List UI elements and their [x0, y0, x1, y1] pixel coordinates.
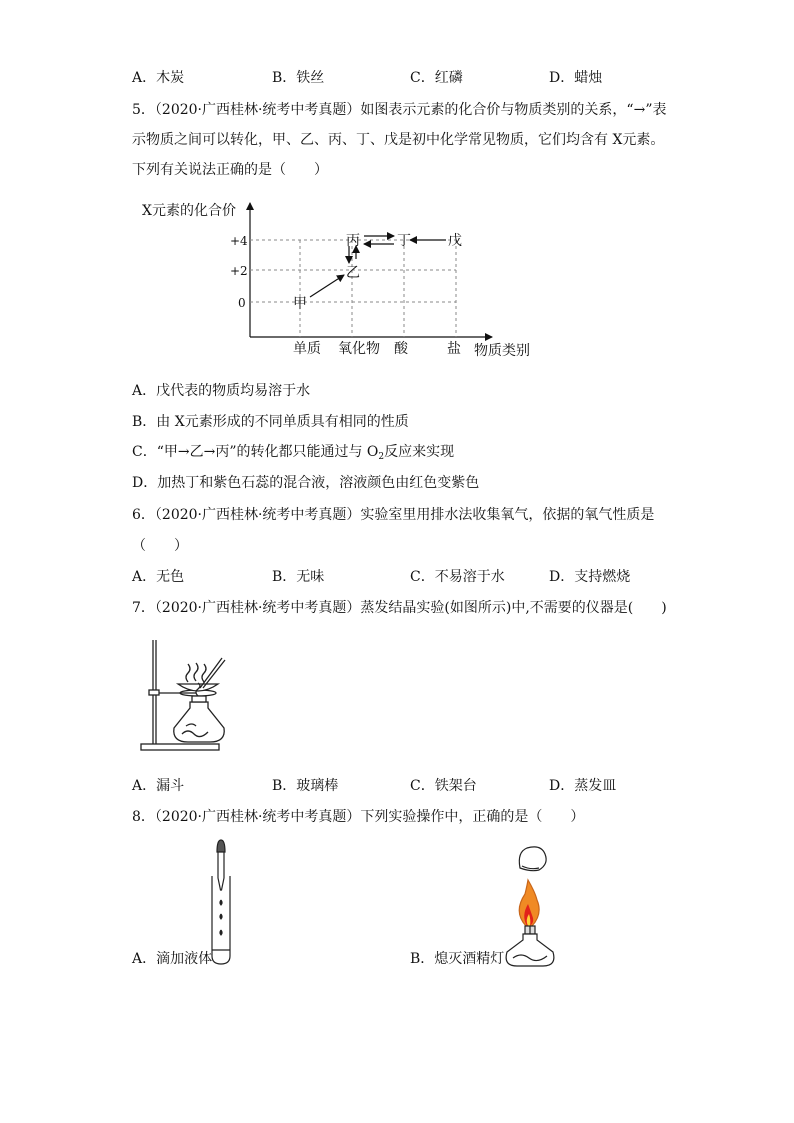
alcohol-lamp-body [506, 934, 554, 966]
y-tick-zero: 0 [238, 296, 246, 310]
q5-option-b: B．由 X元素形成的不同单质具有相同的性质 [132, 414, 409, 430]
valence-chart [130, 195, 550, 365]
evaporation-apparatus-figure [138, 638, 238, 754]
q5-option-c-tail: 反应来实现 [384, 444, 455, 460]
point-bing: 丙 [346, 233, 360, 249]
point-ding: 丁 [397, 233, 411, 249]
point-yi: 乙 [346, 265, 360, 281]
y-tick-plus2: +2 [230, 264, 248, 278]
q8-option-b: B．熄灭酒精灯 [410, 951, 505, 967]
q8-stem: 8．（2020·广西桂林·统考中考真题）下列实验操作中，正确的是（ ） [132, 809, 585, 825]
q4-option-b: B．铁丝 [272, 70, 325, 86]
q5-option-a: A．戊代表的物质均易溶于水 [132, 383, 311, 399]
q4-option-c: C．红磷 [410, 70, 463, 86]
q8-option-a: A．滴加液体 [132, 951, 213, 967]
q5-stem-line-3: 下列有关说法正确的是（ ） [132, 162, 328, 178]
q6-stem-line-2: （ ） [132, 538, 188, 554]
q5-stem-line-1: 5．（2020·广西桂林·统考中考真题）如图表示元素的化合价与物质类别的关系，“→”表 [132, 102, 667, 118]
q5-option-c-subscript: 2 [378, 452, 385, 462]
dropper [218, 852, 224, 890]
evaporating-dish [178, 684, 218, 691]
rubber-bulb [217, 840, 225, 852]
q6-stem-line-1: 6．（2020·广西桂林·统考中考真题）实验室里用排水法收集氧气，依据的氧气性质是 [132, 507, 655, 523]
q6-option-c: C．不易溶于水 [410, 569, 505, 585]
x-cat-oxide: 氧化物 [338, 341, 380, 357]
q7-option-d: D．蒸发皿 [549, 778, 617, 794]
q5-option-c-text: C．“甲→乙→丙”的转化都只能通过与 O [132, 444, 379, 460]
q6-option-d: D．支持燃烧 [549, 569, 631, 585]
q5-option-d: D．加热丁和紫色石蕊的混合液，溶液颜色由红色变紫色 [132, 475, 480, 491]
iron-stand-base [141, 744, 219, 750]
q5-option-c [132, 441, 454, 462]
point-wu: 戊 [448, 233, 462, 249]
test-tube [212, 876, 230, 964]
x-cat-acid: 酸 [394, 341, 408, 357]
y-tick-plus4: +4 [230, 234, 248, 248]
x-cat-element: 单质 [293, 341, 321, 357]
x-axis-label: 物质类别 [474, 343, 530, 359]
q7-option-c: C．铁架台 [410, 778, 477, 794]
q6-option-a: A．无色 [132, 569, 185, 585]
point-jia: 甲 [293, 296, 307, 312]
arrow-jia-to-yi [310, 275, 344, 297]
q7-stem: 7．（2020·广西桂林·统考中考真题）蒸发结晶实验(如图所示)中,不需要的仪器是( ) [132, 600, 667, 616]
q6-option-b: B．无味 [272, 569, 325, 585]
q5-stem-line-2: 示物质之间可以转化，甲、乙、丙、丁、戊是初中化学常见物质，它们均含有 X元素。 [132, 132, 665, 148]
lamp-extinguish-figure [495, 842, 565, 970]
y-axis-label: X元素的化合价 [142, 203, 236, 219]
x-cat-salt: 盐 [447, 341, 461, 357]
q7-option-a: A．漏斗 [132, 778, 185, 794]
q7-option-b: B．玻璃棒 [272, 778, 339, 794]
q4-option-a: A．木炭 [132, 70, 185, 86]
q4-option-d: D．蜡烛 [549, 70, 603, 86]
